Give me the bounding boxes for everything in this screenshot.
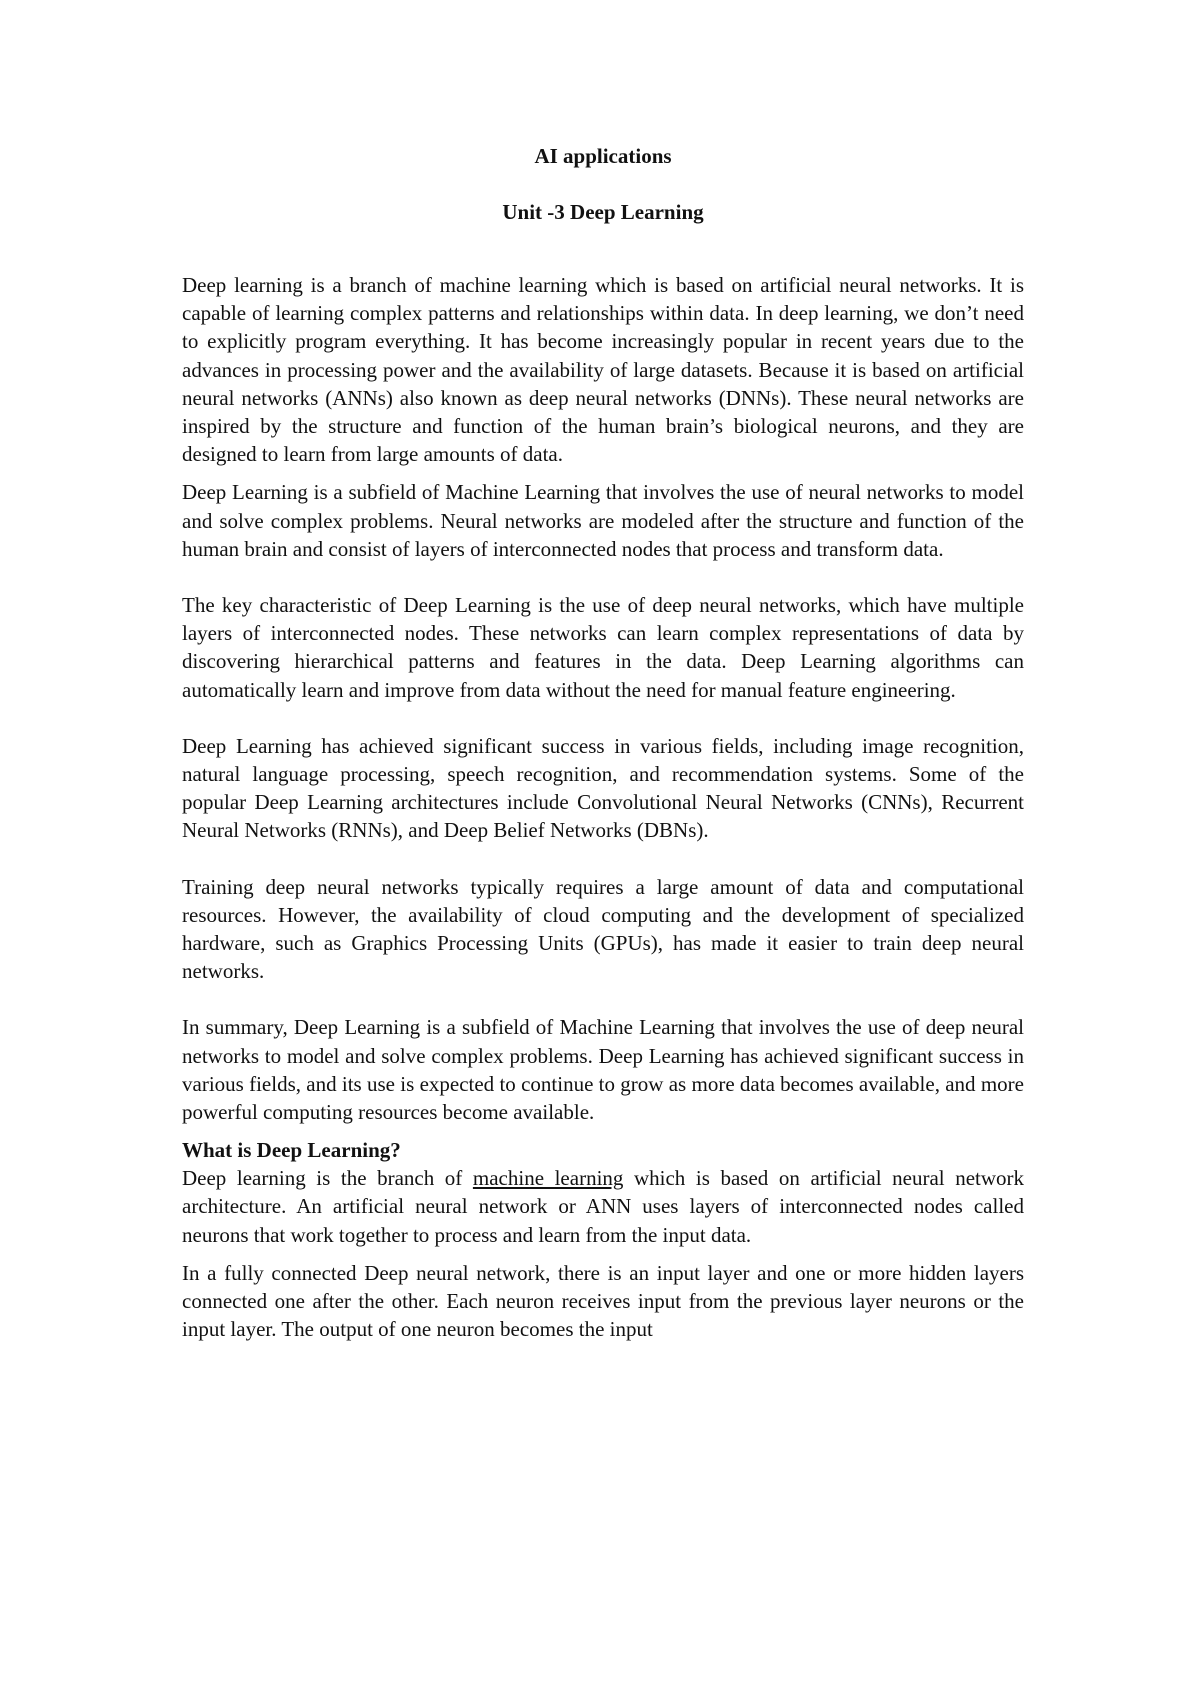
paragraph-key-characteristic: The key characteristic of Deep Learning is the use of deep neural networks, which have multiple layers of interconnected nodes. These networks can learn complex representations of data by discovering hierarchical patterns and features in the data. Deep Learning algorithms can automatically learn and improve from data without the need for manual feature engineering. — [182, 593, 1024, 702]
paragraph-success: Deep Learning has achieved significant success in various fields, including image recognition, natural language processing, speech recognition, and recommendation systems. Some of the popular Deep Learning architectures include Convolutional Neural Networks (CNNs), Recurrent Neural Networks (RNNs), and Deep Belief Networks (DBNs). — [182, 733, 1024, 843]
section-paragraph-definition — [182, 1164, 1024, 1249]
document-subtitle: Unit -3 Deep Learning — [502, 200, 704, 224]
section-paragraph-fully-connected: In a fully connected Deep neural network, there is an input layer and one or more hidden layers connected one after the other. Each neuron receives input from the previous layer neurons or the input layer. The output of one neuron becomes the input — [182, 1260, 1024, 1342]
paragraph-subfield: Deep Learning is a subfield of Machine Learning that involves the use of neural networks to model and solve complex problems. Neural networks are modeled after the structure and function of the human brain and consist of layers of interconnected nodes that process and transform data. — [182, 480, 1024, 561]
machine-learning-link[interactable]: machine learning — [472, 1166, 624, 1191]
section-heading: What is Deep Learning? — [182, 1138, 401, 1163]
paragraph-training: Training deep neural networks typically requires a large amount of data and computational resources. However, the availability of cloud computing and the development of specialized hardware, such as Graphics Processing Units (GPUs), has made it easier to train deep neural networks. — [182, 874, 1024, 984]
paragraph-intro: Deep learning is a branch of machine learning which is based on artificial neural networks. It is capable of learning complex patterns and relationships within data. In deep learning, we don’t need to explicitly program everything. It has become increasingly popular in recent years due to the advances in processing power and the availability of large datasets. Because it is based on artificial neural networks (ANNs) also known as deep neural networks (DNNs). These neural networks are inspired by the structure and function of the human brain’s biological neurons, and they are designed to learn from large amounts of data. — [182, 273, 1024, 467]
definition-text-before: Deep learning is the branch of — [182, 1166, 473, 1191]
paragraph-summary: In summary, Deep Learning is a subfield of Machine Learning that involves the use of deep neural networks to model and solve complex problems. Deep Learning has achieved significant success in various fields, and its use is expected to continue to grow as more data becomes available, and more powerful computing resources become available. — [182, 1015, 1024, 1125]
document-content — [182, 142, 1024, 1344]
document-title: AI applications — [534, 144, 672, 168]
definition-text-after: which is based on artificial neural network architecture. An artificial neural network or ANN uses layers of interconnected nodes called neurons that work together to process and learn from the input data. — [182, 1166, 1025, 1247]
